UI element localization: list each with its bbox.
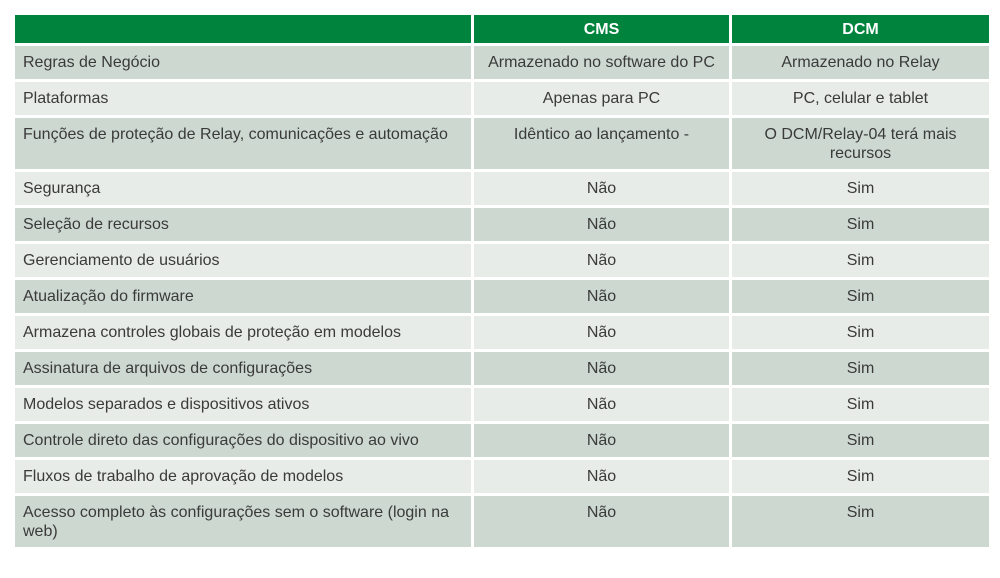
table-row	[14, 117, 991, 171]
table-row	[14, 351, 991, 387]
cms-cell: Armazenado no software do PC	[473, 45, 731, 81]
feature-cell: Gerenciamento de usuários	[14, 243, 473, 279]
dcm-cell: Sim	[731, 423, 991, 459]
feature-cell: Armazena controles globais de proteção em modelos	[14, 315, 473, 351]
table-row	[14, 423, 991, 459]
cms-cell: Idêntico ao lançamento -	[473, 117, 731, 171]
feature-cell: Acesso completo às configurações sem o software (login na web)	[14, 495, 473, 549]
dcm-cell: Sim	[731, 279, 991, 315]
header-row	[14, 14, 991, 45]
table-row	[14, 207, 991, 243]
feature-cell: Assinatura de arquivos de configurações	[14, 351, 473, 387]
table-row	[14, 81, 991, 117]
feature-cell: Controle direto das configurações do dispositivo ao vivo	[14, 423, 473, 459]
dcm-cell: Sim	[731, 351, 991, 387]
cms-cell: Não	[473, 207, 731, 243]
table-row	[14, 243, 991, 279]
feature-cell: Segurança	[14, 171, 473, 207]
header-dcm: DCM	[731, 14, 991, 45]
dcm-cell: Sim	[731, 315, 991, 351]
feature-cell: Regras de Negócio	[14, 45, 473, 81]
dcm-cell: Sim	[731, 387, 991, 423]
cms-cell: Não	[473, 243, 731, 279]
dcm-cell: O DCM/Relay-04 terá mais recursos	[731, 117, 991, 171]
table-row	[14, 387, 991, 423]
cms-cell: Não	[473, 423, 731, 459]
feature-cell: Seleção de recursos	[14, 207, 473, 243]
cms-cell: Não	[473, 315, 731, 351]
feature-cell: Modelos separados e dispositivos ativos	[14, 387, 473, 423]
cms-cell: Apenas para PC	[473, 81, 731, 117]
dcm-cell: Armazenado no Relay	[731, 45, 991, 81]
dcm-cell: Sim	[731, 243, 991, 279]
feature-cell: Plataformas	[14, 81, 473, 117]
table-row	[14, 171, 991, 207]
dcm-cell: Sim	[731, 207, 991, 243]
dcm-cell: Sim	[731, 495, 991, 549]
table-row	[14, 459, 991, 495]
table-row	[14, 45, 991, 81]
dcm-cell: Sim	[731, 171, 991, 207]
comparison-table	[12, 12, 992, 550]
cms-cell: Não	[473, 171, 731, 207]
header-cms: CMS	[473, 14, 731, 45]
cms-cell: Não	[473, 351, 731, 387]
table-row	[14, 279, 991, 315]
dcm-cell: PC, celular e tablet	[731, 81, 991, 117]
cms-cell: Não	[473, 495, 731, 549]
cms-cell: Não	[473, 459, 731, 495]
header-feature	[14, 14, 473, 45]
table-row	[14, 315, 991, 351]
feature-cell: Atualização do firmware	[14, 279, 473, 315]
feature-cell: Funções de proteção de Relay, comunicações e automação	[14, 117, 473, 171]
table-row	[14, 495, 991, 549]
dcm-cell: Sim	[731, 459, 991, 495]
cms-cell: Não	[473, 279, 731, 315]
cms-cell: Não	[473, 387, 731, 423]
feature-cell: Fluxos de trabalho de aprovação de modelos	[14, 459, 473, 495]
